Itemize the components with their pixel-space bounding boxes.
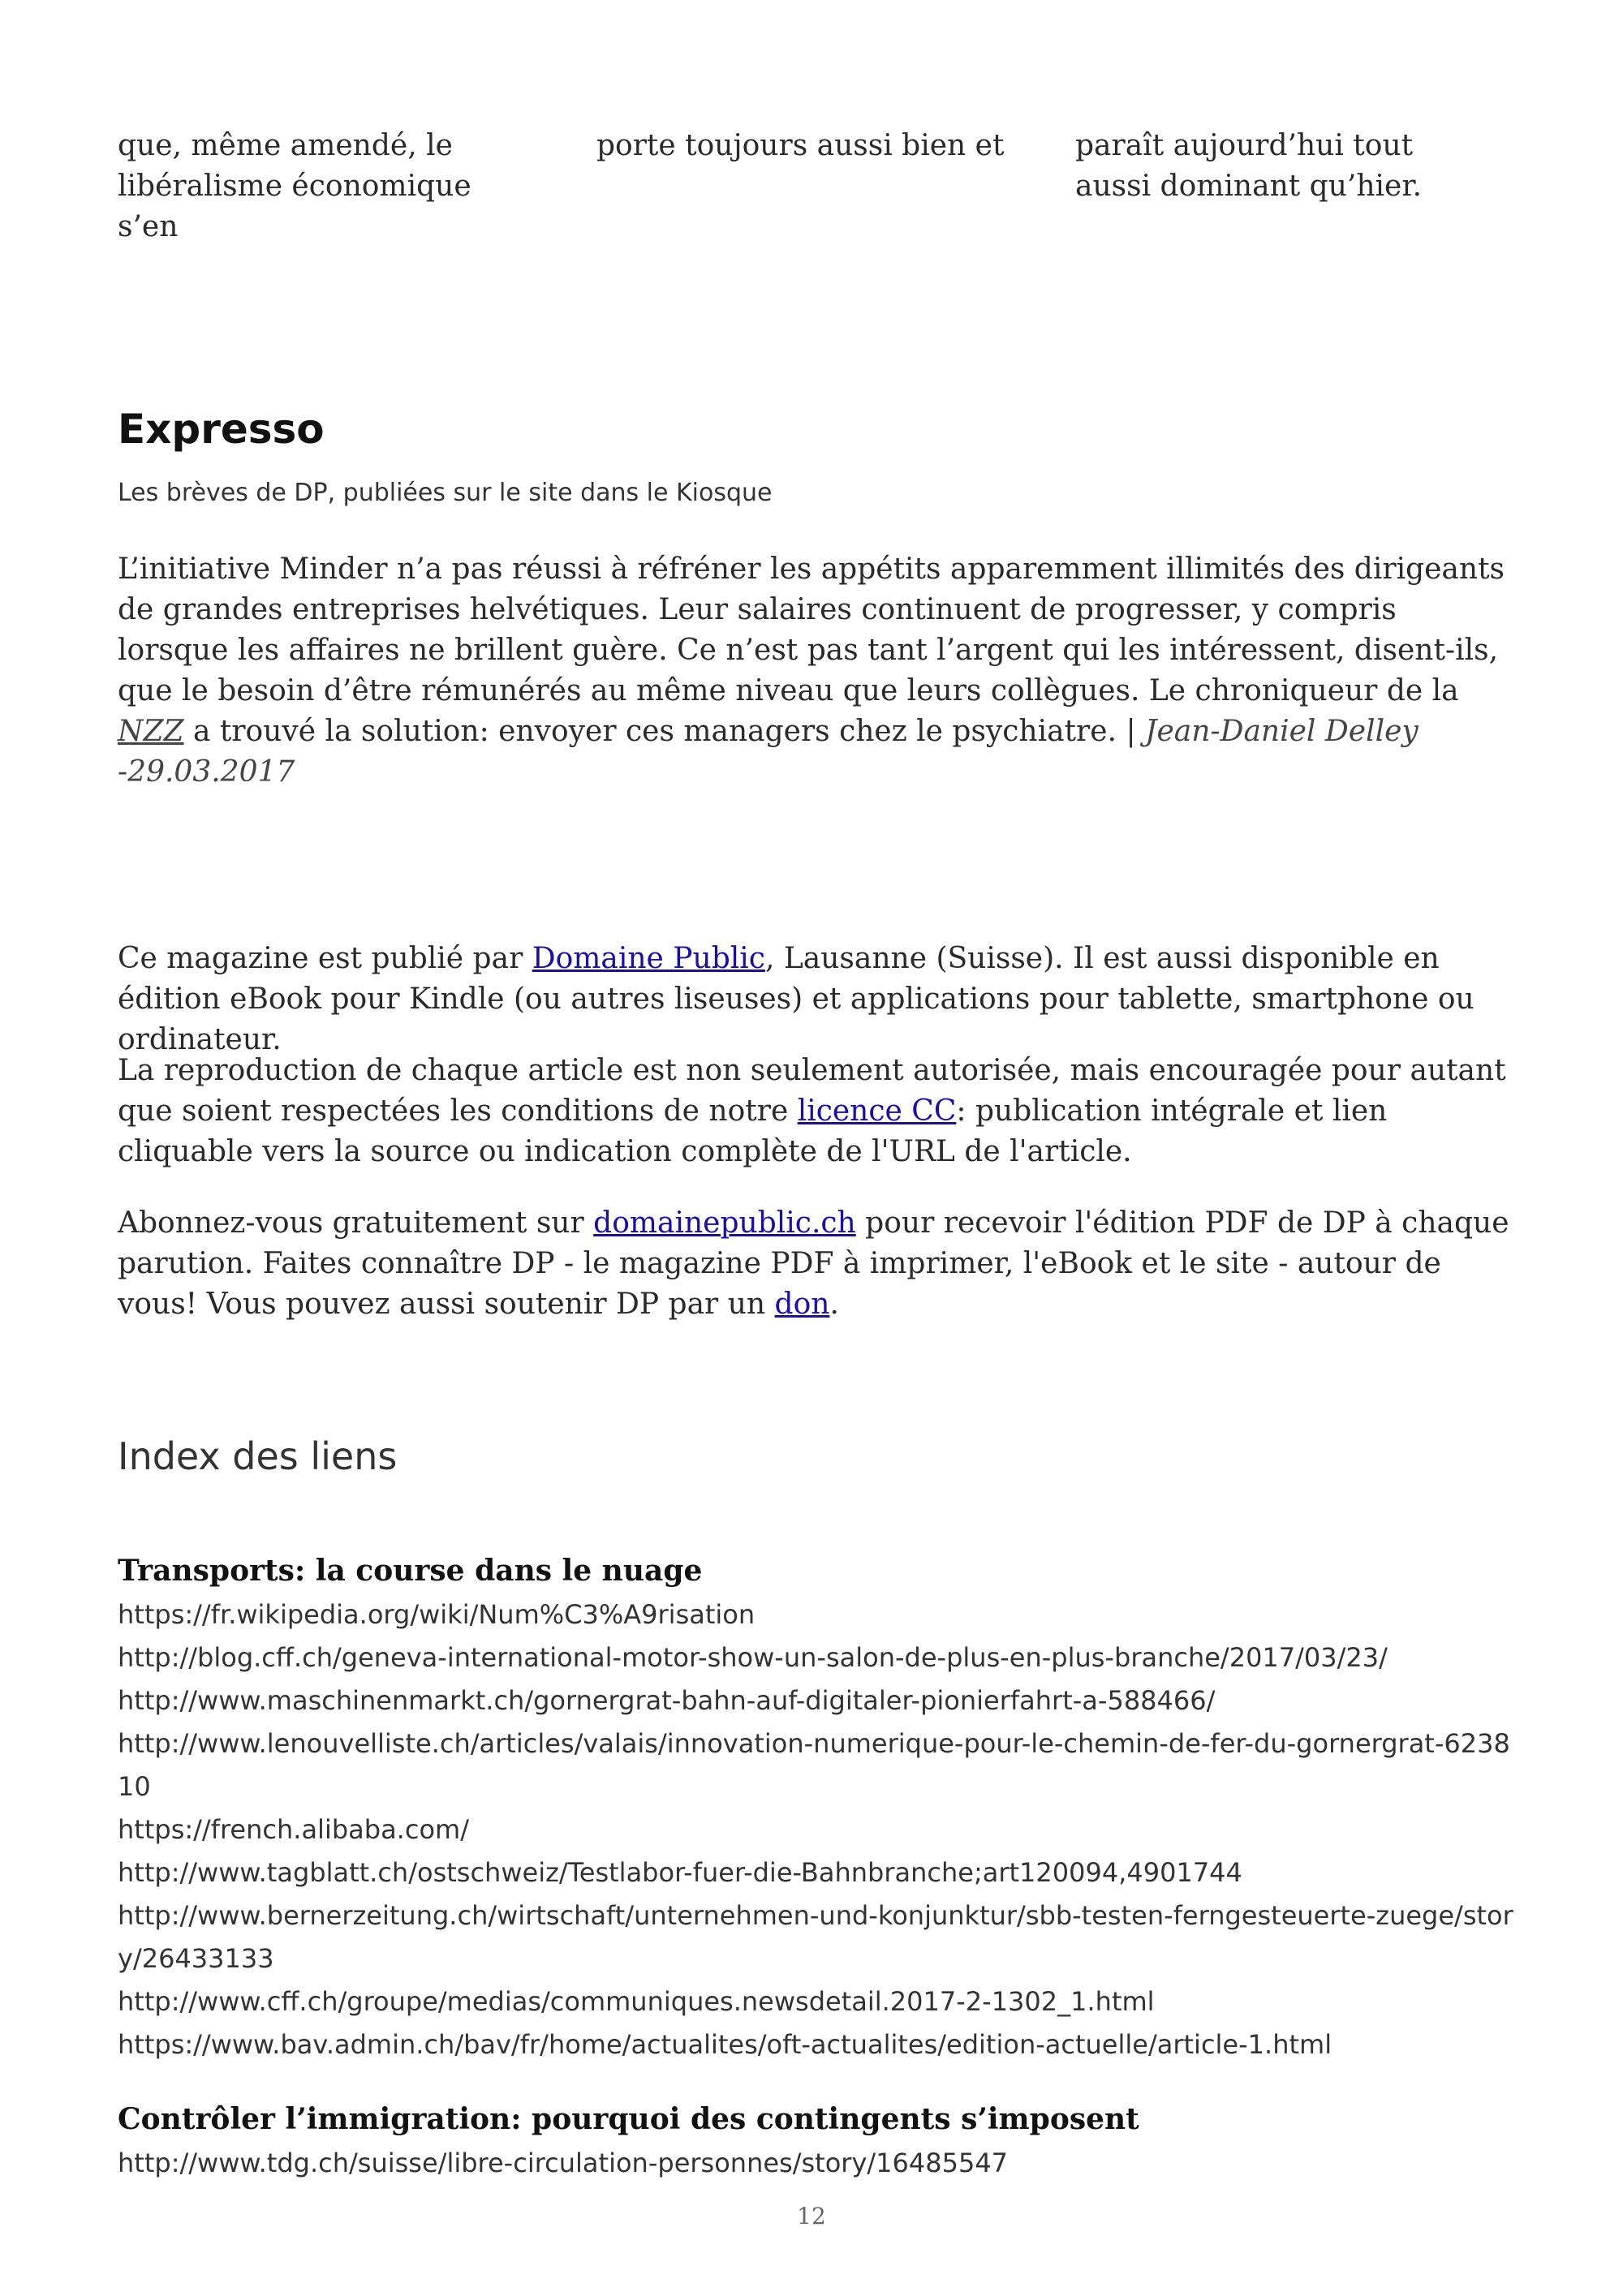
colophon-text: Ce magazine est publié par (118, 942, 532, 975)
expresso-text: L’initiative Minder n’a pas réussi à réfréner les appétits apparemment illimités des dirigeants de grandes entreprises helvétiques. Leur salaires continuent de progresser, y compris lorsque les affaires ne brillent guère. Ce n’est pas tant l’argent qui les intéressent, disent-ils, que le besoin d’être rémunérés au même niveau que leurs collègues. Le chroniqueur de la (118, 553, 1505, 707)
index-url[interactable]: https://french.alibaba.com/ (118, 1814, 469, 1845)
colophon-paragraph-1 (118, 939, 1513, 1060)
expresso-paragraph (118, 549, 1513, 793)
colophon-text: pour recevoir l'édition PDF de DP à chaque parution. Faites connaître DP - le magazine PDF à imprimer, l'eBook et le site - autour de vous! Vous pouvez aussi soutenir DP par un (118, 1206, 1509, 1321)
colophon-text: : publication intégrale et lien cliquable vers la source ou indication complète de l'URL de l'article. (118, 1094, 1388, 1168)
index-section-1 (118, 1548, 1522, 2066)
index-url[interactable]: http://www.bernerzeitung.ch/wirtschaft/unternehmen-und-konjunktur/sbb-testen-ferngesteuerte-zuege/story/26433133 (118, 1900, 1513, 1974)
index-url[interactable]: https://fr.wikipedia.org/wiki/Num%C3%A9risation (118, 1599, 756, 1630)
page-number: 12 (797, 2203, 826, 2229)
index-url[interactable]: http://blog.cff.ch/geneva-international-motor-show-un-salon-de-plus-en-plus-branche/2017/03/23/ (118, 1642, 1388, 1673)
don-link[interactable]: don (774, 1288, 830, 1321)
nzz-link[interactable]: NZZ (118, 715, 184, 748)
index-title: Index des liens (118, 1434, 398, 1478)
index-url[interactable]: http://www.cff.ch/groupe/medias/communiques.newsdetail.2017-2-1302_1.html (118, 1986, 1155, 2017)
expresso-signature: Jean-Daniel Delley -29.03.2017 (118, 715, 1419, 789)
colophon-text: . (829, 1288, 839, 1321)
licence-cc-link[interactable]: licence CC (797, 1094, 957, 1128)
index-section-heading: Transports: la course dans le nuage (118, 1554, 703, 1588)
colophon-paragraph-2 (118, 1051, 1513, 1172)
prev-article-column-1: que, même amendé, le libéralisme économique s’en (118, 129, 471, 243)
index-section-2 (118, 2096, 1522, 2185)
expresso-title: Expresso (118, 406, 325, 453)
colophon-text: Abonnez-vous gratuitement sur (118, 1206, 594, 1240)
index-url[interactable]: http://www.lenouvelliste.ch/articles/valais/innovation-numerique-pour-le-chemin-de-fer-du-gornergrat-623810 (118, 1728, 1510, 1802)
colophon-text: La reproduction de chaque article est non seulement autorisée, mais encouragée pour autant que soient respectées les conditions de notre (118, 1054, 1506, 1128)
index-url[interactable]: http://www.tdg.ch/suisse/libre-circulation-personnes/story/16485547 (118, 2148, 1009, 2178)
prev-article-column-3: paraît aujourd’hui tout aussi dominant qu’hier. (1075, 129, 1423, 203)
index-url[interactable]: http://www.maschinenmarkt.ch/gornergrat-bahn-auf-digitaler-pionierfahrt-a-588466/ (118, 1685, 1216, 1716)
expresso-text-after: a trouvé la solution: envoyer ces managers chez le psychiatre. | (183, 715, 1146, 748)
prev-article-column-2: porte toujours aussi bien et (596, 129, 1005, 162)
domaine-public-link[interactable]: Domaine Public (532, 942, 765, 975)
domainepublic-link[interactable]: domainepublic.ch (593, 1206, 856, 1240)
index-url[interactable]: https://www.bav.admin.ch/bav/fr/home/actualites/oft-actualites/edition-actuelle/article-1.html (118, 2029, 1332, 2060)
colophon-text: , Lausanne (Suisse). Il est aussi disponible en édition eBook pour Kindle (ou autres liseuses) et applications pour tablette, smartphone ou ordinateur. (118, 942, 1474, 1056)
index-section-heading: Contrôler l’immigration: pourquoi des contingents s’imposent (118, 2102, 1139, 2136)
expresso-subtitle: Les brèves de DP, publiées sur le site dans le Kiosque (118, 479, 773, 507)
index-url[interactable]: http://www.tagblatt.ch/ostschweiz/Testlabor-fuer-die-Bahnbranche;art120094,4901744 (118, 1857, 1242, 1888)
colophon-paragraph-3 (118, 1203, 1513, 1325)
